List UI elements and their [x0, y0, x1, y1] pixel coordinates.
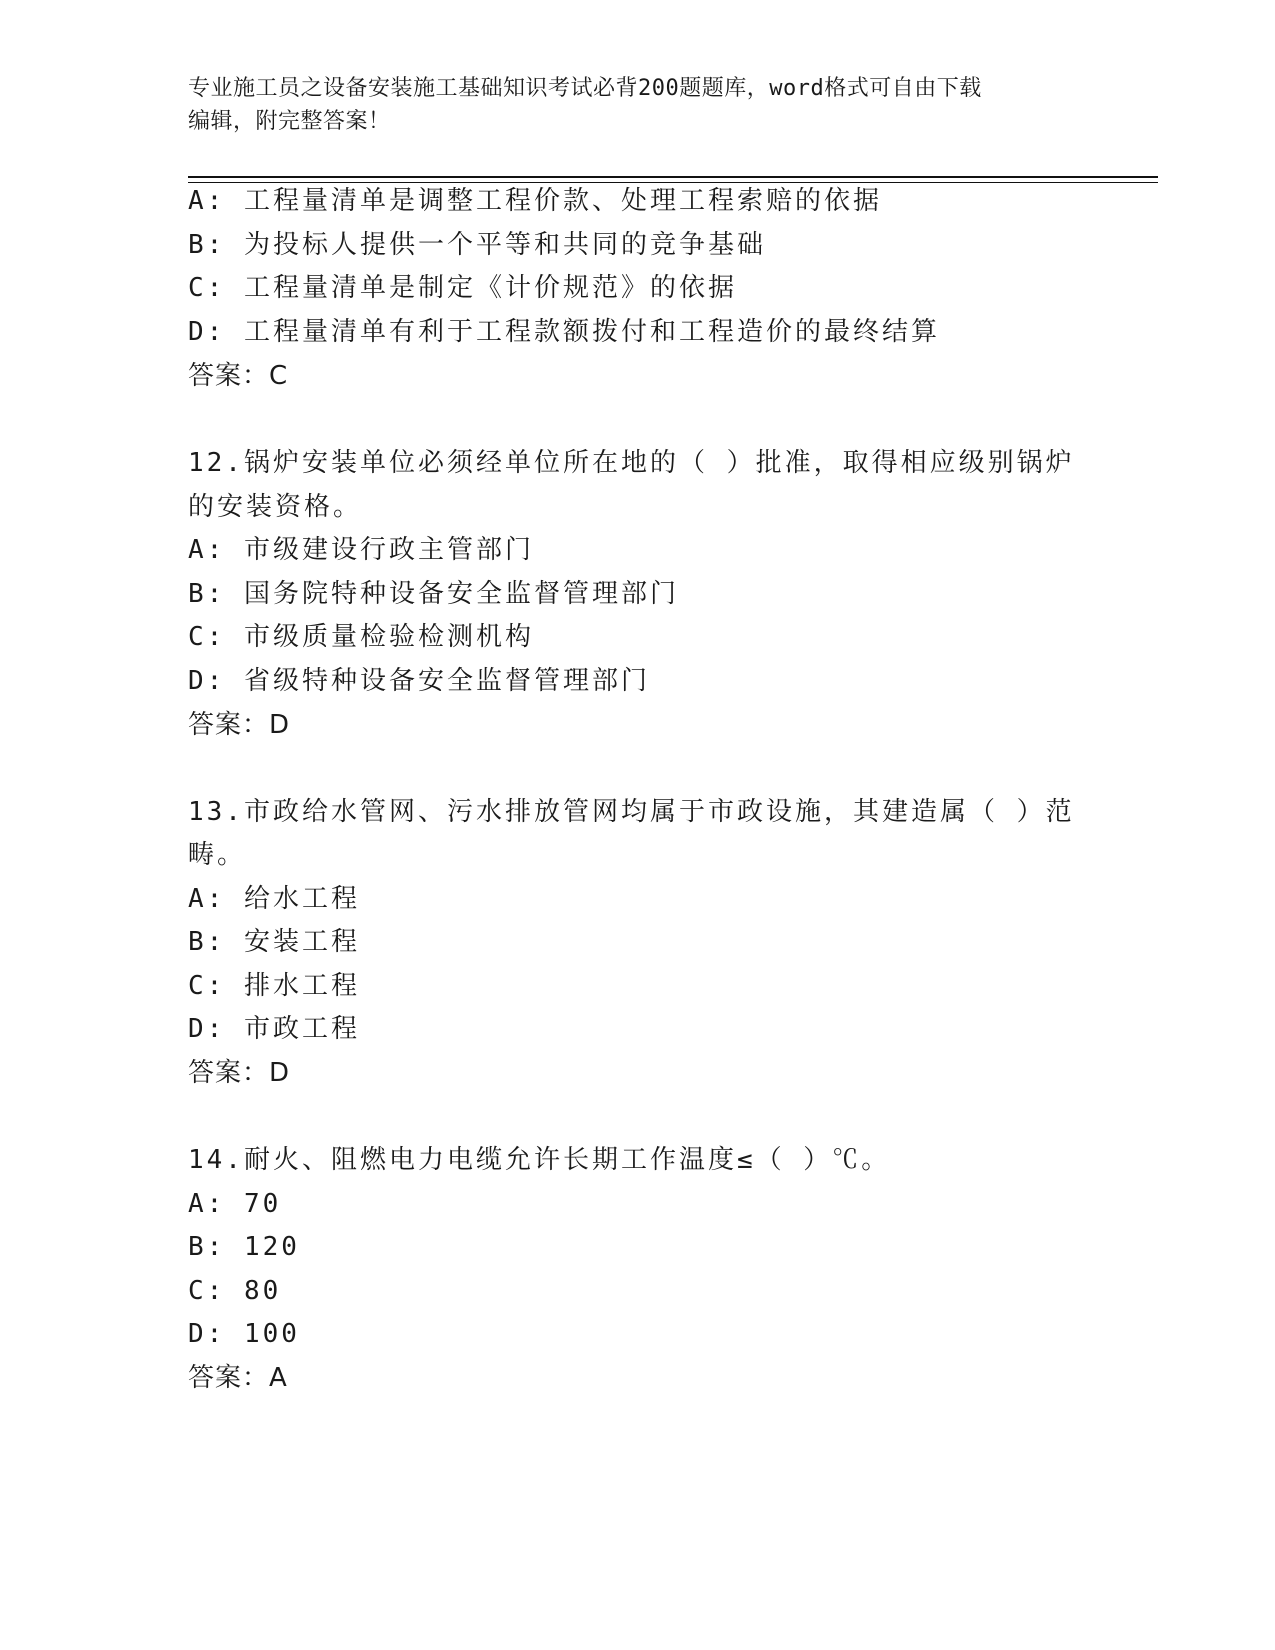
- q14-option-b: B: 120: [188, 1232, 300, 1262]
- q13-stem-line-1: 13.市政给水管网、污水排放管网均属于市政设施，其建造属（ ）范: [188, 797, 1075, 827]
- q13-option-c: C: 排水工程: [188, 971, 360, 1001]
- q11-option-b: B: 为投标人提供一个平等和共同的竞争基础: [188, 230, 766, 260]
- q14-option-a: A: 70: [188, 1189, 282, 1219]
- document-page: [188, 0, 1158, 1650]
- q11-option-d: D: 工程量清单有利于工程款额拨付和工程造价的最终结算: [188, 317, 940, 347]
- q12-answer: 答案：D: [188, 710, 291, 740]
- q12-option-b: B: 国务院特种设备安全监督管理部门: [188, 579, 679, 609]
- q11-option-c: C: 工程量清单是制定《计价规范》的依据: [188, 273, 737, 303]
- header-line-1: 专业施工员之设备安装施工基础知识考试必背200题题库，word格式可自由下载: [188, 76, 982, 101]
- q11-option-a: A: 工程量清单是调整工程价款、处理工程索赔的依据: [188, 186, 882, 216]
- q12-option-a: A: 市级建设行政主管部门: [188, 535, 534, 565]
- q12-stem-line-2: 的安装资格。: [188, 492, 363, 522]
- header-divider-thin: [188, 182, 1158, 183]
- q13-answer: 答案：D: [188, 1058, 291, 1088]
- q13-option-b: B: 安装工程: [188, 927, 360, 957]
- q14-stem-line-1: 14.耐火、阻燃电力电缆允许长期工作温度≤（ ）℃。: [188, 1145, 891, 1175]
- q14-option-d: D: 100: [188, 1319, 300, 1349]
- q14-option-c: C: 80: [188, 1276, 282, 1306]
- q13-stem-line-2: 畴。: [188, 840, 247, 870]
- document-header: [188, 72, 1088, 138]
- header-line-2: 编辑，附完整答案！: [188, 109, 391, 134]
- header-divider: [188, 176, 1158, 178]
- q14-answer: 答案：A: [188, 1363, 288, 1393]
- q13-option-d: D: 市政工程: [188, 1014, 360, 1044]
- q12-option-d: D: 省级特种设备安全监督管理部门: [188, 666, 650, 696]
- q12-option-c: C: 市级质量检验检测机构: [188, 622, 534, 652]
- q11-answer: 答案：C: [188, 361, 289, 391]
- q13-option-a: A: 给水工程: [188, 884, 360, 914]
- q12-stem-line-1: 12.锅炉安装单位必须经单位所在地的（ ）批准，取得相应级别锅炉: [188, 448, 1075, 478]
